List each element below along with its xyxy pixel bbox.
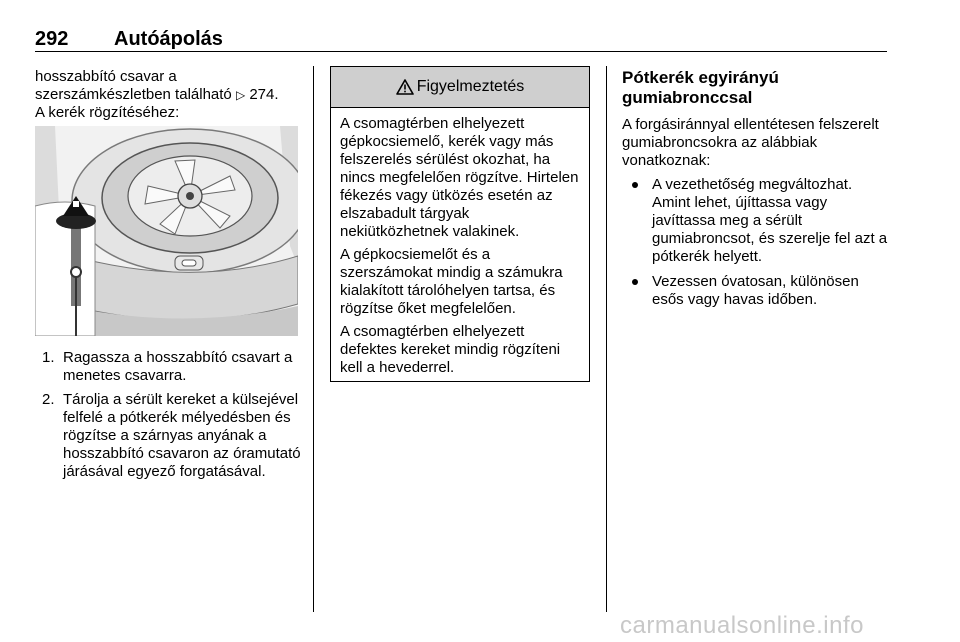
bullet-text: A vezethetőség megváltozhat. Amint lehet, újíttassa vagy javíttassa meg a sérült gumiabroncsot, és szerelje fel azt a pótkerék helyett. xyxy=(652,176,888,265)
warning-paragraph: A csomagtérben elhelyezett defektes kereket mindig rögzíteni kell a hevederrel. xyxy=(340,323,561,376)
bullet-item xyxy=(622,273,892,309)
step-number: 2. xyxy=(42,391,55,408)
intro-line-1: hosszabbító csavar a xyxy=(35,68,177,85)
column-right xyxy=(622,68,892,316)
bullet-text: Vezessen óvatosan, különösen esős vagy havas időben. xyxy=(652,273,859,308)
spare-wheel-illustration xyxy=(35,126,298,336)
warning-paragraph: A csomagtérben elhelyezett gépkocsiemelő, kerék vagy más felszerelés sérülést okozhat, ha nincs megfelelően rögzítve. Hirtelen fékezés vagy ütközés esetén az elszabadult tárgyak nekiütközhetnek valakinek. xyxy=(340,115,579,240)
page-reference-link[interactable]: 274. xyxy=(249,86,279,103)
page-header xyxy=(35,27,887,52)
intro-line-3: A kerék rögzítéséhez: xyxy=(35,104,180,121)
watermark: carmanualsonline.info xyxy=(620,612,864,639)
step-text: Tárolja a sérült kereket a külsejével felfelé a pótkerék mélyedésben és rögzítse a szárnyas anyának a hosszabbító csavaron az óramutató járásával egyező forgatásával. xyxy=(63,391,301,480)
section-intro: A forgásiránnyal ellentétesen felszerelt gumiabroncsokra az alábbiak vonatkoznak: xyxy=(622,116,879,169)
column-left-intro xyxy=(35,68,303,122)
warning-paragraph: A gépkocsiemelőt és a szerszámokat mindig a számukra kialakított tárolóhelyen tartsa, és rögzítse őket megfelelően. xyxy=(340,246,563,317)
chapter-title: Autóápolás xyxy=(114,28,223,50)
warning-title: Figyelmeztetés xyxy=(416,78,525,95)
warning-header xyxy=(331,67,589,108)
bullet-dot-icon xyxy=(632,182,638,188)
column-divider-left xyxy=(313,66,314,612)
step-item xyxy=(35,349,303,385)
intro-line-2: szerszámkészletben található ▷ 274. xyxy=(35,86,279,103)
bullet-item xyxy=(622,176,892,266)
warning-box xyxy=(330,66,590,382)
step-text: Ragassza a hosszabbító csavart a menetes csavarra. xyxy=(63,349,293,384)
warning-triangle-icon xyxy=(396,79,414,95)
spare-wheel-figure xyxy=(35,126,298,336)
bullet-dot-icon xyxy=(632,279,638,285)
step-item xyxy=(35,391,303,481)
column-divider-right xyxy=(606,66,607,612)
instruction-steps xyxy=(35,349,303,487)
warning-body xyxy=(331,108,589,377)
page-number: 292 xyxy=(35,28,69,50)
reference-arrow-icon: ▷ xyxy=(235,88,246,102)
step-number: 1. xyxy=(42,349,55,366)
section-heading: Pótkerék egyirányú gumiabronccsal xyxy=(622,68,779,107)
